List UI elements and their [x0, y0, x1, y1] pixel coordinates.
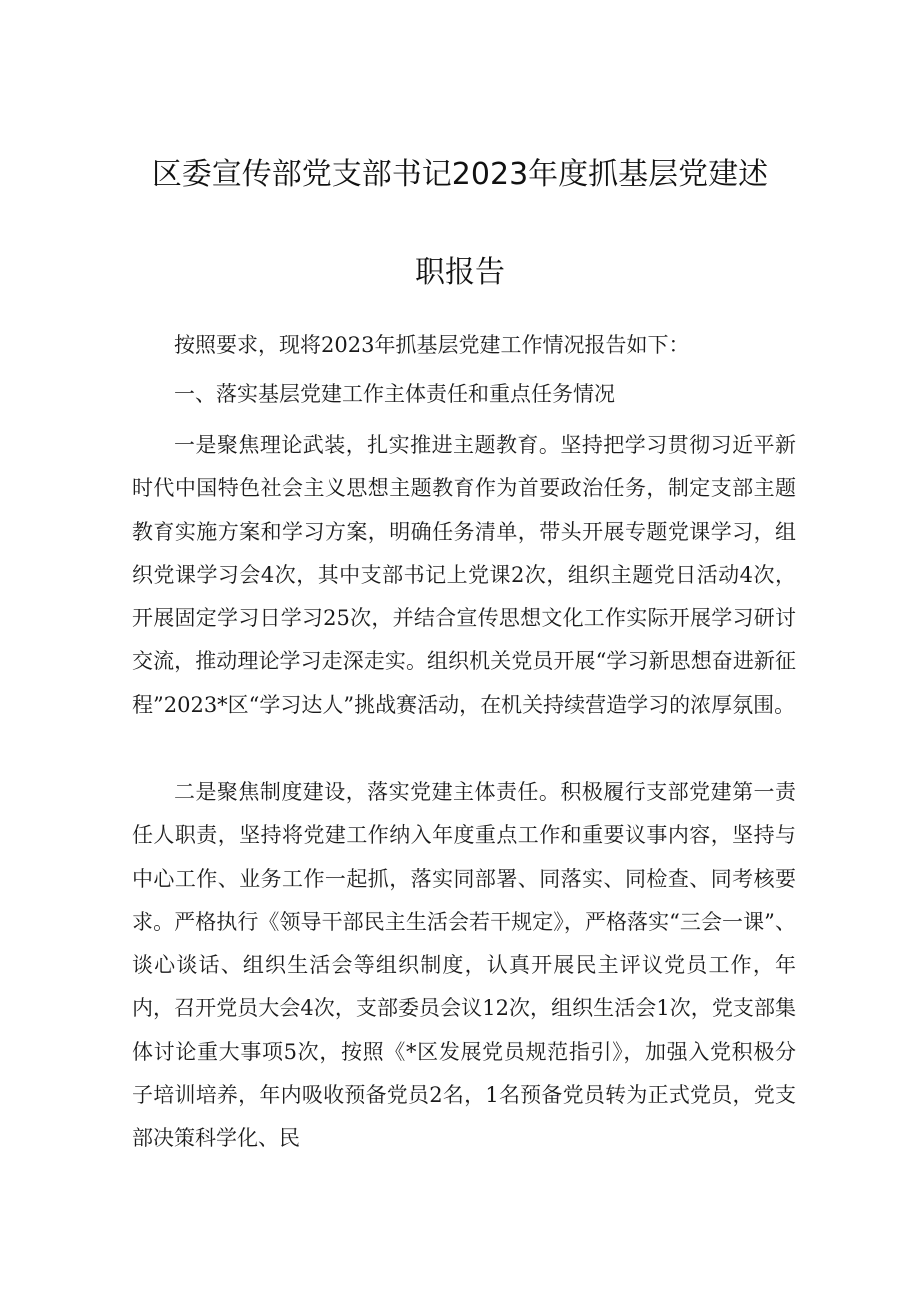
- body-paragraph-1: 一是聚焦理论武装，扎实推进主题教育。坚持把学习贯彻习近平新时代中国特色社会主义思想主题教育作为首要政治任务，制定支部主题教育实施方案和学习方案，明确任务清单，带头开展专题党课学习，组织党课学习会4次，其中支部书记上党课2次，组织主题党日活动4次，开展固定学习日学习25次，并结合宣传思想文化工作实际开展学习研讨交流，推动理论学习走深走实。组织机关党员开展“学习新思想奋进新征程”2023*区“学习达人”挑战赛活动，在机关持续营造学习的浓厚氛围。: [132, 433, 796, 717]
- section-heading: 一、落实基层党建工作主体责任和重点任务情况: [174, 382, 615, 406]
- document-title-continued: 职报告: [415, 255, 505, 290]
- body-paragraph-2: 二是聚焦制度建设，落实党建主体责任。积极履行支部党建第一责任人职责，坚持将党建工作纳入年度重点工作和重要议事内容，坚持与中心工作、业务工作一起抓，落实同部署、同落实、同检查、同考核要求。严格执行《领导干部民主生活会若干规定》，严格落实“三会一课”、谈心谈话、组织生活会等组织制度，认真开展民主评议党员工作，年内，召开党员大会4次，支部委员会议12次，组织生活会1次，党支部集体讨论重大事项5次，按照《*区发展党员规范指引》，加强入党积极分子培训培养，年内吸收预备党员2名，1名预备党员转为正式党员，党支部决策科学化、民: [132, 780, 796, 1151]
- intro-paragraph: 按照要求，现将2023年抓基层党建工作情况报告如下：: [174, 333, 690, 357]
- document-title: 区委宣传部党支部书记2023年度抓基层党建述: [151, 157, 769, 192]
